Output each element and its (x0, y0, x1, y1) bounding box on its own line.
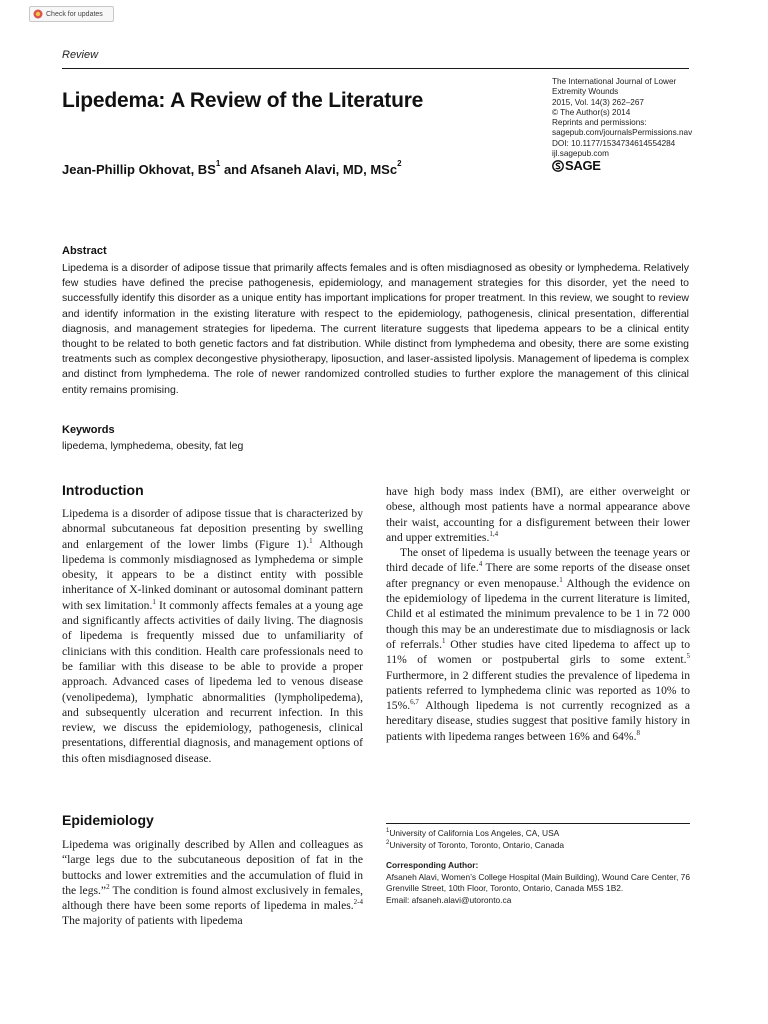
affiliation-1 (386, 828, 690, 840)
introduction-paragraph (62, 506, 363, 766)
intro-text-1: Lipedema is a disorder of adipose tissue that is characterized by abnormal subcutaneous fat deposition presenting by swelling and enlargement of the lower limbs (Figure 1). (62, 507, 363, 551)
author-line (62, 159, 402, 177)
right-text-2e: Furthermore, in 2 different studies the prevalence of lipedema in patients referred to lymphedema clinic was reported as 10% to 15%. (386, 668, 690, 713)
author-2-affil: 2 (397, 159, 402, 168)
epi-text-3: The majority of patients with lipedema (62, 914, 243, 928)
article-title: Lipedema: A Review of the Literature (62, 89, 424, 112)
right-text-2d: Other studies have cited lipedema to affect up to 11% of women or postpubertal girls to some extent. (386, 637, 690, 667)
right-text-2a: The onset of lipedema is usually between the teenage years or third decade of life. (386, 546, 690, 575)
epidemiology-body (62, 837, 363, 929)
abstract-heading: Abstract (62, 245, 107, 257)
right-text-2f: Although lipedema is not currently recognized as a hereditary disease, studies suggest that positive family history in patients with lipedema ranges between 16% and 64%. (386, 699, 690, 743)
journal-name-1: The International Journal of Lower (552, 77, 677, 86)
right-column-body (386, 484, 690, 744)
author-2: Afsaneh Alavi, MD, MSc (250, 162, 398, 177)
footnote-rule (386, 823, 690, 824)
sage-logo-icon (552, 160, 564, 172)
check-for-updates-label: Check for updates (46, 10, 103, 18)
introduction-heading: Introduction (62, 482, 144, 498)
epi-text-2: The condition is found almost exclusively in females, although there have been some reports of lipedema in males. (62, 883, 363, 913)
citation: 6,7 (410, 698, 419, 707)
intro-text-3: It commonly affects females at a young age and significantly affects activities of daily living. The diagnosis of lipedema is frequently missed due to unfamiliarity of clinicians with this condition. Health care professionals need to be familiar with this disease to be able to provide a proper approach. Advanced cases of lipedema led to venous disease (venolipedema), lymphatic abnormalities (lympholipedema), and subsequently ulceration and recurrent infection. In this review, we discuss the epidemiology, pathogenesis, clinical presentations, differential diagnosis, and management options of this often misdiagnosed disease. (62, 598, 363, 765)
epi-text-1: Lipedema was originally described by Allen and colleagues as “large legs due to the subcutaneous deposition of fat in the buttocks and lower extremities and the accumulation of fluid in the legs.” (62, 838, 363, 897)
affiliation-2-text: University of Toronto, Toronto, Ontario, Canada (389, 839, 565, 850)
citation: 5 (686, 652, 690, 661)
journal-site-link[interactable]: ijl.sagepub.com (552, 149, 609, 159)
corresponding-author-heading: Corresponding Author: (386, 860, 479, 870)
introduction-body (62, 506, 363, 766)
epidemiology-heading: Epidemiology (62, 812, 154, 828)
author-1: Jean-Phillip Okhovat, BS (62, 162, 216, 177)
keywords-heading: Keywords (62, 424, 115, 436)
epidemiology-paragraph (62, 837, 363, 929)
affiliation-mark: 2 (386, 839, 390, 846)
journal-reprints-link[interactable]: sagepub.com/journalsPermissions.nav (552, 128, 693, 138)
affiliation-2 (386, 840, 690, 852)
right-text-1: have high body mass index (BMI), are either overweight or obese, although most patients have a normal appearance above their waist, accounting for a disfigurement between their lower and upper extremities. (386, 485, 690, 544)
affiliation-1-text: University of California Los Angeles, CA, USA (389, 828, 560, 838)
abstract-text: Lipedema is a disorder of adipose tissue that primarily affects females and is often misdiagnosed as obesity or lymphedema. Relatively few studies have defined the precise pathogenesis, epidemiology, and management strategies for this disorder, yet the need to successfully identify this disorder as a unique entity has important implications for proper treatment. In this review, we sought to review and identify information in the existing literature with respect to the epidemiology, pathogenesis, clinical presentation, differential diagnosis, and management strategies for lipedema. The current literature suggests that lipedema appears to be a clinical entity thought to be related to both genetic factors and fat distribution. While distinct from lymphedema and obesity, there are some existing treatments such as complex decongestive physiotherapy, liposuction, and laser-assisted lipolysis. Management of lipedema is complex and distinct from lymphedema. The role of newer randomized controlled studies to further explore the management of this clinical entity remains promising. (62, 262, 689, 396)
corresponding-email[interactable]: Email: afsaneh.alavi@utoronto.ca (386, 894, 512, 905)
corresponding-author-text: Afsaneh Alavi, Women’s College Hospital (Main Building), Wound Care Center, 76 Grenville Street, 10th Floor, Toronto, Ontario, Canada M5S 1B2. (386, 871, 690, 893)
right-text-2b: There are some reports of the disease onset after pregnancy or even menopause. (386, 561, 690, 590)
citation: 1,4 (489, 530, 499, 539)
journal-doi[interactable]: DOI: 10.1177/1534734614554284 (552, 138, 676, 148)
journal-copyright: © The Author(s) 2014 (552, 107, 631, 117)
journal-info (552, 77, 722, 172)
citation: 1 (309, 536, 313, 545)
citation: 1 (559, 575, 563, 584)
sage-logo (552, 160, 722, 172)
section-label: Review (62, 49, 99, 61)
header-rule (62, 68, 689, 69)
intro-text-2: Although lipedema is commonly misdiagnosed as lymphedema or simple obesity, it appears to be a distinct entity with possible inheritance of X-linked dominant or autosomal dominant pattern with sex limitation. (62, 537, 363, 612)
affiliation-mark: 1 (386, 828, 390, 835)
author-and: and (220, 162, 251, 177)
right-text-2c: Although the evidence on the epidemiology of lipedema in the current literature is limited, Child et al estimated the minimum prevalence to be 1 in 72 000 though this may be an underestimate due to misdiagnosis or lack of referrals. (386, 576, 690, 651)
right-paragraph-2 (386, 545, 690, 744)
citation: 2-4 (353, 898, 363, 907)
affiliations (386, 828, 690, 906)
journal-name-2: Extremity Wounds (552, 87, 619, 97)
citation: 4 (478, 560, 483, 569)
citation: 2 (106, 883, 110, 892)
journal-volume: 2015, Vol. 14(3) 262–267 (552, 97, 644, 107)
right-paragraph-1 (386, 484, 690, 545)
journal-reprints: Reprints and permissions: (552, 118, 647, 128)
check-updates-icon (33, 9, 43, 19)
check-for-updates-button[interactable] (29, 6, 114, 22)
citation: 1 (441, 637, 446, 646)
citation: 1 (152, 597, 156, 606)
sage-logo-text: SAGE (565, 158, 601, 174)
keywords-text: lipedema, lymphedema, obesity, fat leg (62, 440, 244, 452)
author-1-affil: 1 (215, 159, 221, 168)
citation: 8 (636, 728, 640, 737)
